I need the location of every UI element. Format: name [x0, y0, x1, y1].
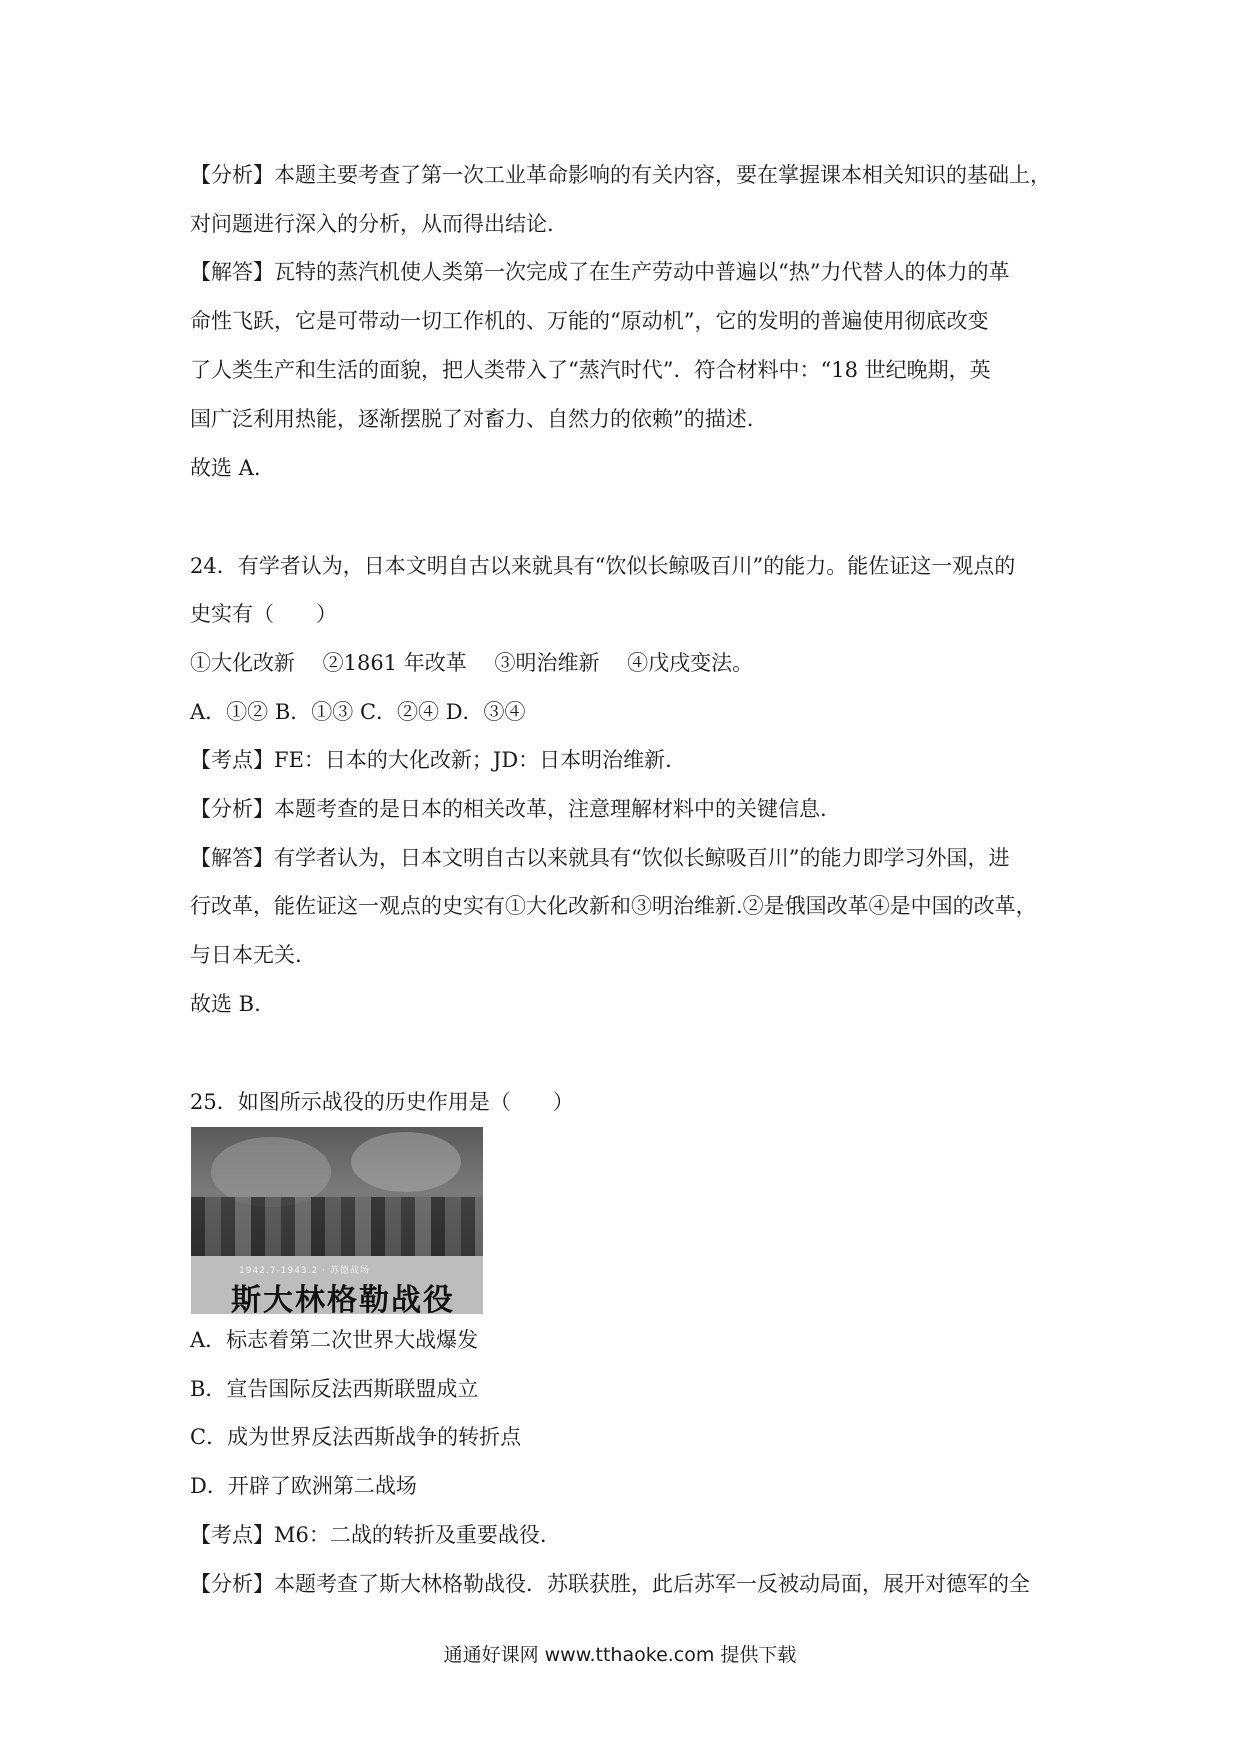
q24-stem-line-1: 24．有学者认为，日本文明自古以来就具有“饮似长鲸吸百川”的能力。能佐证这一观点的: [190, 554, 1016, 578]
q23-analysis-line-2: 对问题进行深入的分析，从而得出结论.: [190, 212, 554, 236]
q25-analysis: 【分析】本题考查了斯大林格勒战役．苏联获胜，此后苏军一反被动局面，展开对德军的全: [190, 1572, 1030, 1596]
q24-answer-line-2: 行改革，能佐证这一观点的史实有①大化改新和③明治维新.②是俄国改革④是中国的改革，: [190, 894, 1037, 918]
q24-kaodian: 【考点】FE：日本的大化改新；JD：日本明治维新.: [190, 748, 672, 772]
q24-analysis: 【分析】本题考查的是日本的相关改革，注意理解材料中的关键信息.: [190, 797, 827, 821]
q25-option-a: A．标志着第二次世界大战爆发: [190, 1328, 479, 1352]
q23-choice: 故选 A.: [190, 456, 261, 480]
photo-caption: 斯大林格勒战役: [231, 1283, 455, 1314]
q24-items: ①大化改新 ②1861 年改革 ③明治维新 ④戊戌变法。: [190, 651, 754, 675]
q23-analysis-line-1: 【分析】本题主要考查了第一次工业革命影响的有关内容，要在掌握课本相关知识的基础上，: [190, 163, 1051, 187]
q24-stem-line-2: 史实有（ ）: [190, 602, 337, 626]
q23-answer-line-4: 国广泛利用热能，逐渐摆脱了对畜力、自然力的依赖”的描述.: [190, 407, 754, 431]
q25-option-d: D．开辟了欧洲第二战场: [190, 1474, 417, 1498]
battle-photo: [191, 1127, 483, 1314]
q25-option-b: B．宣告国际反法西斯联盟成立: [190, 1377, 479, 1401]
q23-answer-line-1: 【解答】瓦特的蒸汽机使人类第一次完成了在生产劳动中普遍以“热”力代替人的体力的革: [190, 260, 1010, 284]
photo-subcaption: 1942.7-1943.2 · 苏德战场: [239, 1266, 370, 1276]
smoke-shape: [351, 1132, 461, 1192]
q24-answer-line-1: 【解答】有学者认为，日本文明自古以来就具有“饮似长鲸吸百川”的能力即学习外国，进: [190, 846, 1010, 870]
q24-options: A．①② B．①③ C．②④ D．③④: [190, 700, 526, 724]
page-footer: 通通好课网 www.tthaoke.com 提供下载: [443, 1644, 797, 1666]
q24-answer-line-3: 与日本无关.: [190, 943, 302, 967]
q25-option-c: C．成为世界反法西斯战争的转折点: [190, 1425, 522, 1449]
q25-kaodian: 【考点】M6：二战的转折及重要战役.: [190, 1523, 547, 1547]
q25-stem: 25．如图所示战役的历史作用是（ ）: [190, 1090, 574, 1114]
q23-answer-line-2: 命性飞跃，它是可带动一切工作机的、万能的“原动机”，它的发明的普遍使用彻底改变: [190, 309, 989, 333]
q24-choice: 故选 B.: [190, 992, 261, 1016]
q23-answer-line-3: 了人类生产和生活的面貌，把人类带入了“蒸汽时代”．符合材料中：“18 世纪晚期，英: [190, 358, 991, 382]
